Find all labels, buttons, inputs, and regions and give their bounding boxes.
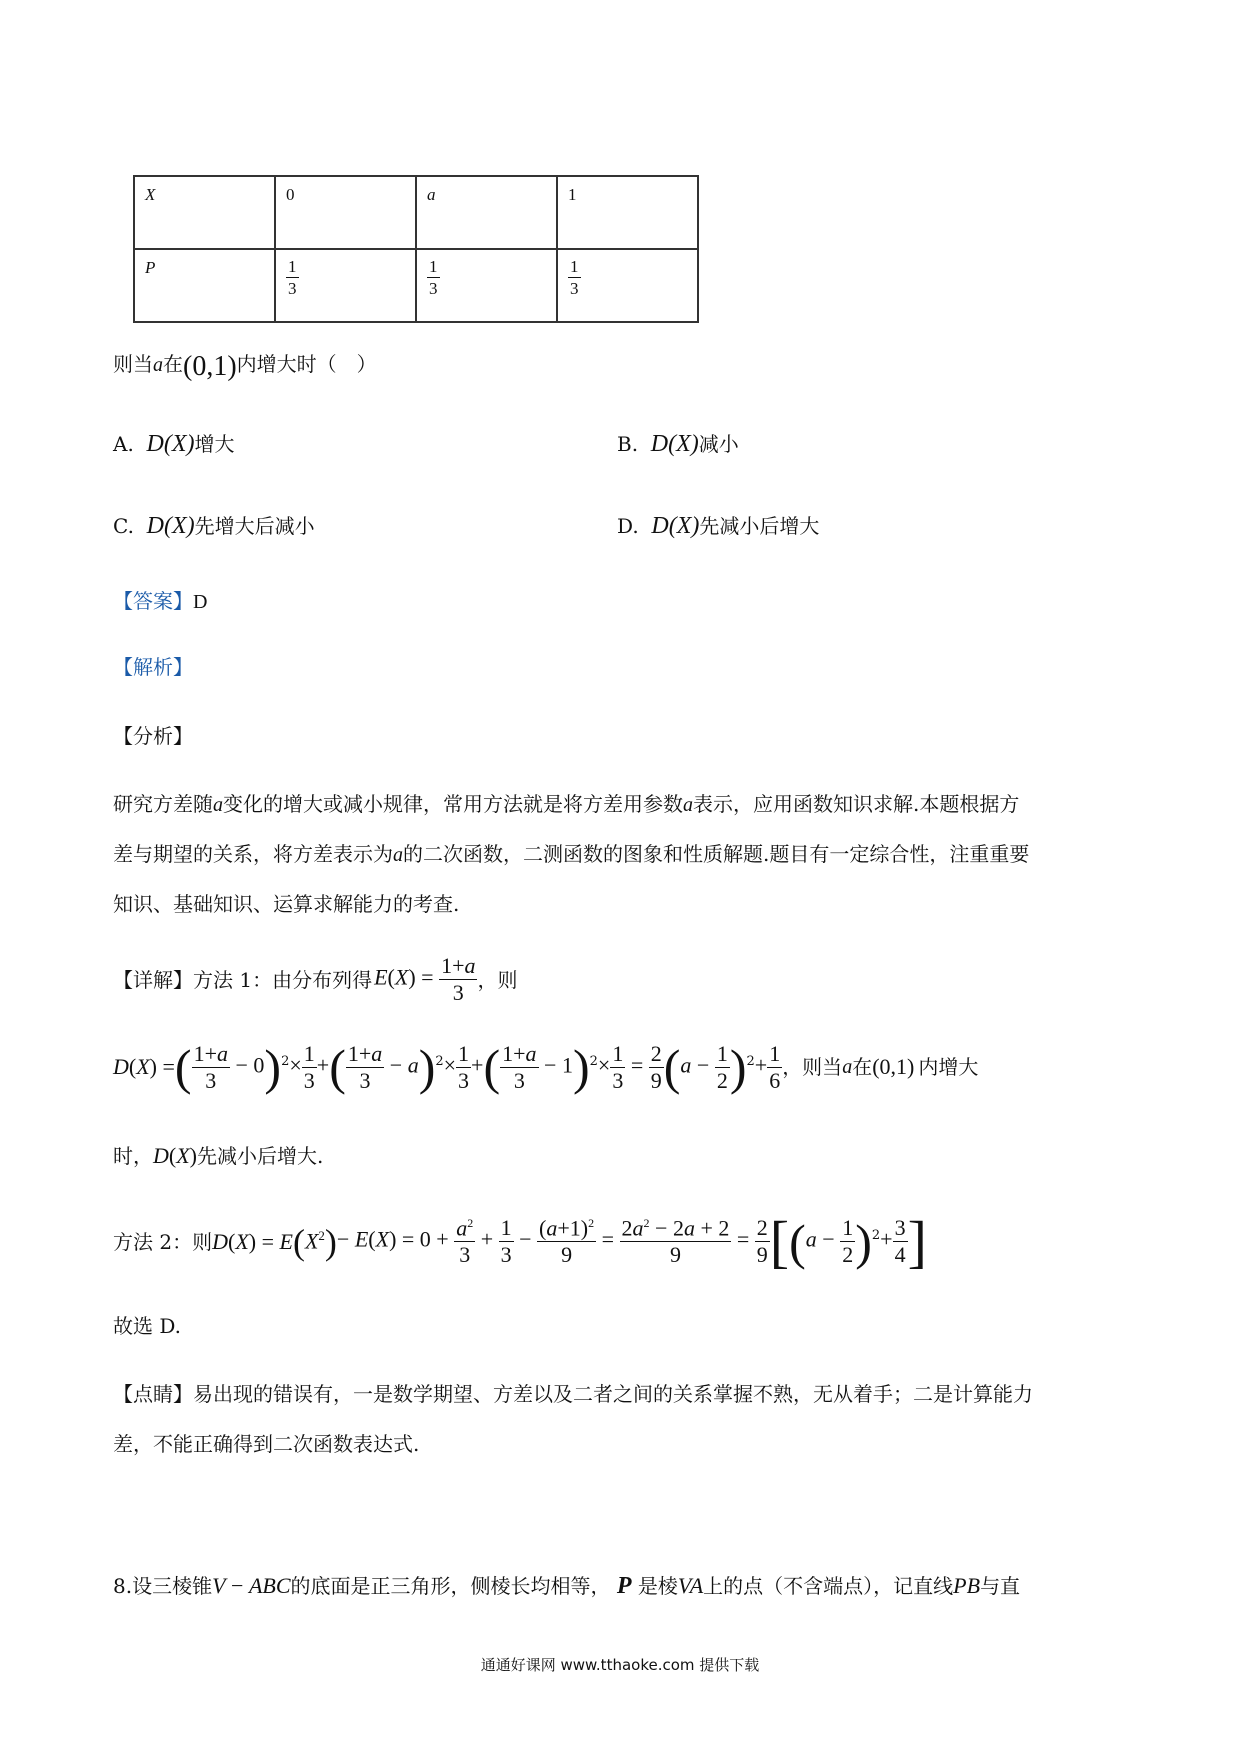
option-d: D. D(X)先减小后增大 — [617, 513, 820, 539]
question-stem: 则当a在(0,1)内增大时（ ） — [113, 351, 377, 382]
page-footer: 通通好课网 www.tthaoke.com 提供下载 — [480, 1656, 760, 1674]
table-cell: X — [134, 176, 275, 249]
fenxi-line-2: 差与期望的关系，将方差表示为a的二次函数，二测函数的图象和性质解题.题目有一定综合性，注重重要 — [113, 842, 1030, 866]
table-cell — [275, 249, 416, 322]
analysis-tag: 【解析】 — [113, 655, 193, 679]
answer-value: D — [193, 591, 208, 613]
fraction: $\frac{1}{3}$ — [288, 257, 297, 298]
table-cell — [416, 249, 557, 322]
table-cell: a — [416, 176, 557, 249]
table-row — [134, 176, 698, 249]
question-8: 8.设三棱锥V − ABC的底面是正三角形，侧棱长均相等， P 是棱VA上的点（不含端点），记直线PB与直 — [113, 1573, 1021, 1599]
dianjing-line-2: 差，不能正确得到二次函数表达式. — [113, 1432, 420, 1456]
expectation-formula: E(X) = $\frac{1+a}{3}$ — [374, 953, 476, 1005]
option-a: A. D(X)增大 — [113, 431, 235, 457]
fenxi-line-1: 研究方差随a变化的增大或减小规律，常用方法就是将方差用参数a表示，应用函数知识求解.本题根据方 — [113, 792, 1020, 816]
final-choice: 故选 D. — [113, 1314, 182, 1338]
variance-formula-2: 方法 2：则 D(X) = E ( $X^2$ ) − E(X) = 0 + $\frac{a^2}{3}$ + $\frac{1}{3}$ − $\frac{(a+1)^2}{9}$ = $\frac{2a^2 - 2a + 2}{9}$ = $\frac{2}{9}$ [ ( a − $\frac{1}{2}$ ) 2 + $\frac{3}{4}$ ] — [113, 1209, 927, 1274]
distribution-table — [133, 175, 699, 323]
detail-method1-line: 【详解】 方法 1：由分布列得 E(X) = $\frac{1+a}{3}$ ，则 — [113, 953, 518, 1005]
fraction: $\frac{1}{3}$ — [570, 257, 579, 298]
fraction: $\frac{1}{3}$ — [429, 257, 438, 298]
answer-tag: 【答案】 — [113, 589, 193, 613]
answer-line — [113, 587, 207, 616]
method1-conclusion: 时，D(X)先减小后增大. — [113, 1143, 324, 1168]
option-c: C. D(X)先增大后减小 — [113, 513, 315, 539]
option-b: B. D(X)减小 — [617, 431, 739, 457]
table-cell: 0 — [275, 176, 416, 249]
dianjing-line-1: 【点睛】易出现的错误有，一是数学期望、方差以及二者之间的关系掌握不熟，无从着手；二是计算能力 — [113, 1382, 1033, 1406]
variance-formula-1: D(X) = ( $\frac{1+a}{3}$ − 0 ) 2 × $\frac{1}{3}$ + ( $\frac{1+a}{3}$ − a ) 2 × $\frac{1}{3}$ + ( $\frac{1+a}{3}$ − 1 ) 2 × $\frac{1}{3}$ = $\frac{2}{9}$ ( a − $\frac{1}{2}$ ) 2 + $\frac{1}{6}$ ，则当 a 在 (0,1) 内增大 — [113, 1039, 979, 1095]
table-cell — [557, 249, 698, 322]
table-cell: P — [134, 249, 275, 322]
fenxi-line-3: 知识、基础知识、运算求解能力的考查. — [113, 892, 460, 916]
fenxi-tag: 【分析】 — [113, 724, 193, 748]
table-row — [134, 249, 698, 322]
table-cell: 1 — [557, 176, 698, 249]
